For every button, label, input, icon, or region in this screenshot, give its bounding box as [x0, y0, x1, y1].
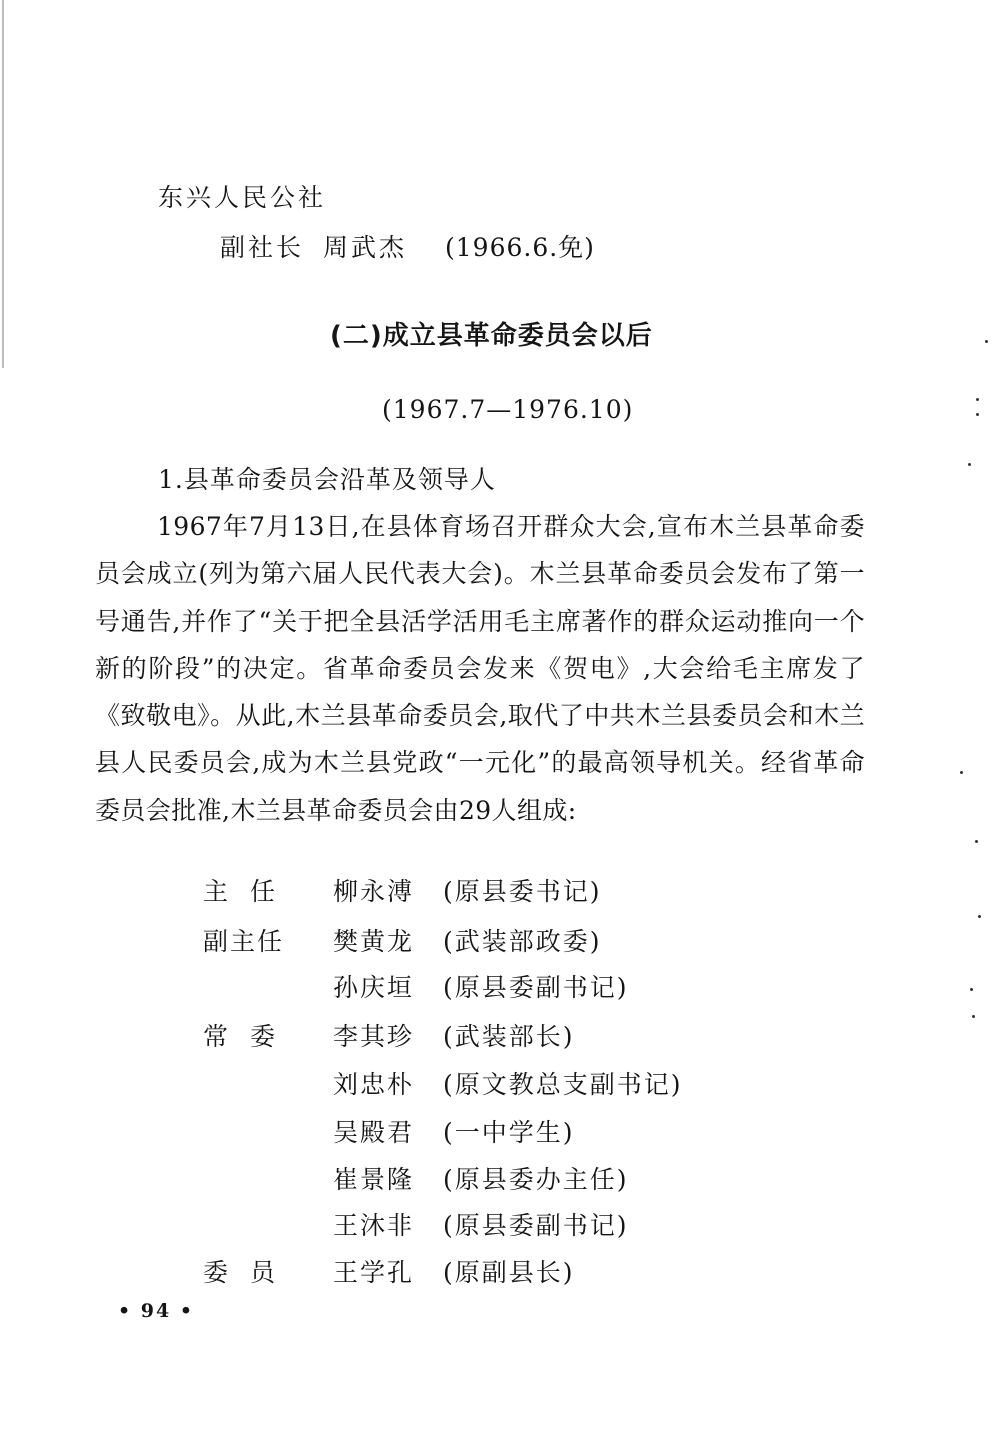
roster-role: 主任 [203, 877, 298, 906]
roster-row [0, 1017, 994, 1057]
roster-role: 委员 [203, 1258, 298, 1287]
roster-note: (武装部政委) [443, 927, 602, 956]
roster-row [0, 1113, 994, 1153]
roster-note: (武装部长) [443, 1022, 575, 1051]
deputy-role: 副社长 [220, 233, 305, 262]
commune-name: 东兴人民公社 [158, 183, 327, 212]
roster-row [0, 1253, 994, 1293]
roster-name: 孙庆垣 [333, 973, 415, 1002]
roster-name: 刘忠朴 [333, 1070, 415, 1099]
roster-row [0, 922, 994, 962]
page-number: • 94 • [118, 1300, 194, 1322]
roster-note: (原县委办主任) [443, 1165, 629, 1194]
roster-role: 副主任 [203, 927, 285, 956]
roster-note: (原文教总支副书记) [443, 1070, 683, 1099]
section-title: (二)成立县革命委员会以后 [330, 321, 653, 351]
scan-speck [975, 840, 978, 843]
roster-name: 王沐非 [333, 1211, 415, 1240]
scan-speck [976, 413, 979, 416]
body-paragraph: 1967年7月13日,在县体育场召开群众大会,宣布木兰县革命委员会成立(列为第六届人民代表大会)。木兰县革命委员会发布了第一号通告,并作了“关于把全县活学活用毛主席著作的群众运动推向一个新的阶段”的决定。省革命委员会发来《贺电》,大会给毛主席发了《致敬电》。从此,木兰县革命委员会,取代了中共木兰县委员会和木兰县人民委员会,成为木兰县党政“一元化”的最高领导机关。经省革命委员会批准,木兰县革命委员会由29人组成: [95, 512, 865, 825]
roster-note: (一中学生) [443, 1118, 575, 1147]
roster-role: 常委 [203, 1022, 298, 1051]
deputy-note: (1966.6.免) [445, 233, 595, 262]
scan-edge-line [2, 0, 4, 368]
roster-name: 崔景隆 [333, 1165, 415, 1194]
deputy-name: 周武杰 [323, 233, 408, 262]
roster-name: 王学孔 [333, 1258, 415, 1287]
roster-note: (原县委副书记) [443, 973, 629, 1002]
scan-speck [978, 915, 981, 918]
scan-speck [976, 398, 979, 401]
roster-row [0, 1160, 994, 1200]
roster-name: 柳永溥 [333, 877, 415, 906]
roster-row [0, 1206, 994, 1246]
roster-name: 吴殿君 [333, 1118, 415, 1147]
scan-speck [968, 463, 971, 466]
roster-row [0, 1065, 994, 1105]
roster-name: 樊黄龙 [333, 927, 415, 956]
subsection-heading: 1.县革命委员会沿革及领导人 [158, 465, 496, 494]
roster-note: (原县委书记) [443, 877, 602, 906]
scan-speck [960, 771, 963, 774]
section-period: (1967.7—1976.10) [382, 395, 634, 424]
roster-note: (原副县长) [443, 1258, 575, 1287]
roster-row [0, 968, 994, 1008]
roster-row [0, 872, 994, 912]
scan-speck [985, 340, 988, 343]
roster-name: 李其珍 [333, 1022, 415, 1051]
roster-note: (原县委副书记) [443, 1211, 629, 1240]
